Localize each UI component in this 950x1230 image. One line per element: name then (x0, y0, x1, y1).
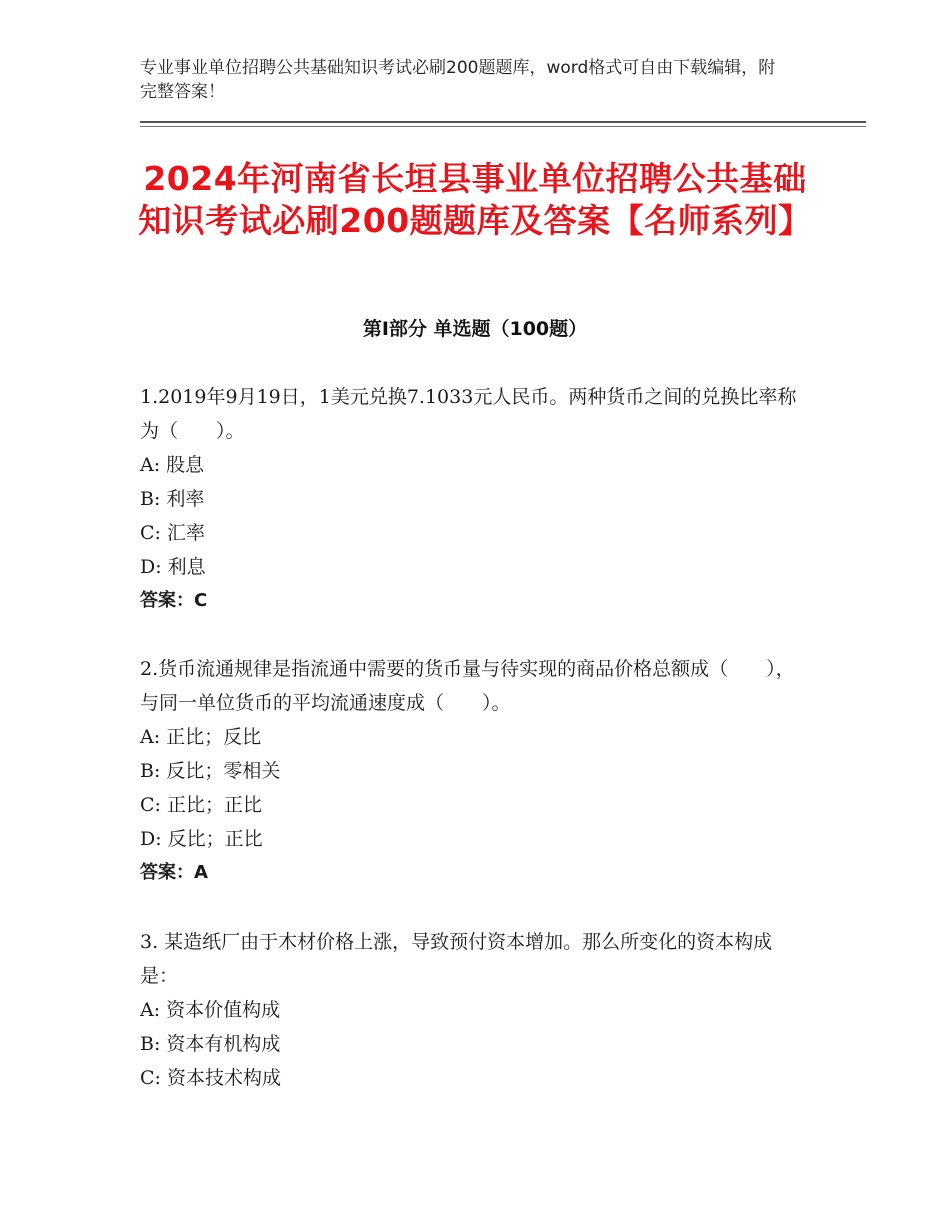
question-stem: 3. 某造纸厂由于木材价格上涨，导致预付资本增加。那么所变化的资本构成是： (140, 931, 773, 987)
header-divider-thin (140, 126, 866, 127)
question-2 (140, 652, 810, 890)
option-c: C: 资本技术构成 (140, 1067, 281, 1089)
question-stem: 2.货币流通规律是指流通中需要的货币量与待实现的商品价格总额成（ ），与同一单位货币的平均流通速度成（ ）。 (140, 658, 795, 714)
question-3 (140, 925, 810, 1095)
option-a: A: 正比；反比 (140, 726, 262, 748)
section-heading: 第Ⅰ部分 单选题（100题） (362, 318, 588, 340)
question-1 (140, 380, 810, 618)
option-b: B: 资本有机构成 (140, 1033, 281, 1055)
option-d: D: 利息 (140, 556, 206, 578)
question-stem: 1.2019年9月19日，1美元兑换7.1033元人民币。两种货币之间的兑换比率称为（ ）。 (140, 386, 797, 442)
option-b: B: 反比；零相关 (140, 760, 281, 782)
answer: 答案：A (140, 862, 208, 883)
header-divider (140, 121, 866, 123)
header-note: 专业事业单位招聘公共基础知识考试必刷200题题库，word格式可自由下载编辑，附完整答案！ (140, 58, 776, 102)
option-b: B: 利率 (140, 488, 205, 510)
answer: 答案：C (140, 590, 208, 611)
document-title: 2024年河南省长垣县事业单位招聘公共基础知识考试必刷200题题库及答案【名师系列】 (138, 159, 812, 240)
option-a: A: 资本价值构成 (140, 999, 281, 1021)
option-c: C: 汇率 (140, 522, 205, 544)
option-c: C: 正比；正比 (140, 794, 262, 816)
option-d: D: 反比；正比 (140, 828, 263, 850)
option-a: A: 股息 (140, 454, 205, 476)
